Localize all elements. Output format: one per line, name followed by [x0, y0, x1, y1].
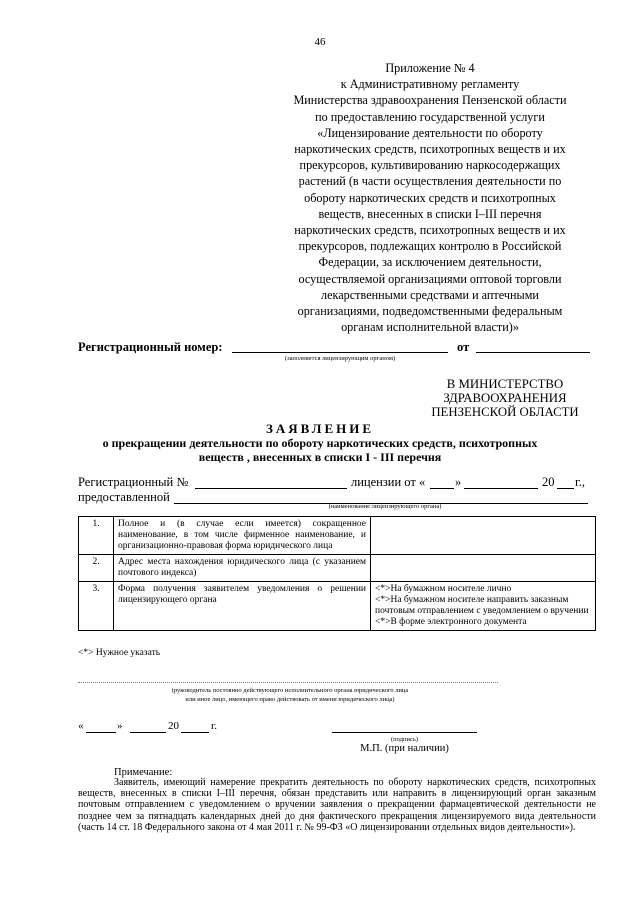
table-row [79, 582, 596, 631]
provided-label: предоставленной [78, 490, 170, 504]
date-open-quote: « [78, 720, 84, 732]
license-line [78, 475, 188, 490]
table-row [79, 517, 596, 555]
signature-note: (подпись) [391, 736, 418, 743]
license-number-label: Регистрационный № [78, 475, 189, 489]
application-table [78, 516, 596, 631]
appendix-line: органам исполнительной власти)» [341, 320, 519, 335]
appendix-line: обороту наркотических средств и психотропных [304, 190, 556, 205]
appendix-header [272, 60, 588, 335]
license-date-label: лицензии от « [351, 475, 426, 489]
appendix-line: Федерации, за исключением деятельности, [318, 255, 542, 270]
appendix-line: лекарственными средствами и аптечными [321, 287, 539, 302]
appendix-line: прекурсоров, культивированию наркосодержащих [299, 158, 561, 173]
appendix-line: прекурсоров, подлежащих контролю в Российской [298, 239, 562, 254]
date-year-field[interactable] [181, 732, 209, 733]
row-number: 3. [79, 582, 114, 631]
registration-date-field[interactable] [476, 352, 590, 353]
license-quote-close: » [455, 475, 462, 489]
license-day-field[interactable] [430, 488, 454, 489]
date-year-prefix: 20 [168, 720, 179, 732]
option-by-mail[interactable]: <*>На бумажном носителе направить заказным почтовым отправлением с уведомлением о вручении [375, 595, 589, 616]
license-year-suffix: г., [575, 475, 585, 489]
license-number-field[interactable] [195, 488, 347, 489]
appendix-line: растений (в части осуществления деятельности по [298, 174, 562, 189]
addressee [405, 377, 605, 419]
note-title: Примечание: [114, 767, 173, 778]
registration-note: (заполняется лицензирующим органом) [284, 355, 396, 362]
appendix-line: Приложение № 4 [385, 61, 475, 75]
document-subtitle [60, 436, 580, 464]
appendix-line: «Лицензирование деятельности по обороту [317, 125, 543, 140]
row-number: 1. [79, 517, 114, 555]
addressee-line: В МИНИСТЕРСТВО [446, 377, 564, 391]
stamp-label: М.П. (при наличии) [360, 743, 449, 754]
registration-number-field[interactable] [232, 352, 448, 353]
row-value-field[interactable] [371, 517, 596, 555]
appendix-line: по предоставлению государственной услуги [315, 109, 545, 124]
appendix-line: веществ, внесенных в списки I–III перечня [318, 206, 542, 221]
subtitle-line: веществ , внесенных в списки I - III перечня [198, 450, 442, 464]
row-description: Адрес места нахождения юридического лица (с указанием почтового индекса) [114, 555, 371, 582]
appendix-line: осуществляемой организациями оптовой торговли [298, 271, 562, 286]
head-signature-note-line: или иное лицо, имеющего право действовать от имени юридического лица) [185, 696, 395, 703]
head-signature-field[interactable] [78, 682, 498, 683]
license-year-prefix: 20 [542, 475, 555, 489]
date-day-field[interactable] [86, 732, 116, 733]
signature-field[interactable] [332, 732, 477, 733]
date-close-quote: » [117, 720, 123, 732]
addressee-line: ПЕНЗЕНСКОЙ ОБЛАСТИ [431, 405, 579, 419]
page-number: 46 [314, 36, 326, 48]
appendix-line: организациями, подведомственными федеральным [297, 304, 563, 319]
date-month-field[interactable] [130, 732, 166, 733]
row-number: 2. [79, 555, 114, 582]
licensing-authority-note: (наименование лицензирующего органа) [328, 503, 442, 510]
appendix-line: Министерства здравоохранения Пензенской области [293, 93, 567, 108]
subtitle-line: о прекращении деятельности по обороту наркотических средств, психотропных [102, 436, 538, 450]
addressee-line: ЗДРАВООХРАНЕНИЯ [443, 391, 567, 405]
license-month-field[interactable] [464, 488, 538, 489]
head-signature-note [100, 686, 480, 704]
option-in-person[interactable]: <*>На бумажном носителе лично [375, 584, 512, 594]
appendix-line: наркотических средств, психотропных веществ и их [294, 223, 566, 238]
appendix-line: к Административному регламенту [340, 77, 520, 92]
registration-date-label: от [457, 340, 470, 354]
table-row [79, 555, 596, 582]
license-year-field[interactable] [557, 488, 574, 489]
row-description: Полное и (в случае если имеется) сокращенное наименование, в том числе фирменное наименование, и организационно-правовая форма юридического лица [114, 517, 371, 555]
head-signature-note-line: (руководитель постоянно действующего исполнительного органа юридического лица [171, 687, 409, 694]
appendix-line: наркотических средств, психотропных веществ и их [294, 142, 566, 157]
row-value-field[interactable] [371, 555, 596, 582]
footnote: <*> Нужное указать [78, 648, 161, 658]
date-year-suffix: г. [211, 720, 218, 732]
row-description: Форма получения заявителем уведомления о решении лицензирующего органа [114, 582, 371, 631]
row-value-options [371, 582, 596, 631]
note-text: Заявитель, имеющий намерение прекратить деятельность по обороту наркотических средств, психотропных веществ, внесенных в списки I–III перечня, обязан представить или направить в лицензирующий орган заказным почтовым отправлением с уведомлением о вручении заявления о прекращении фармацевтической деятельности не позднее чем за пятнадцать календарных дней до дня фактического прекращения лицензируемого вида деятельности (часть 14 ст. 18 Федерального закона от 4 мая 2011 г. № 99-ФЗ «О лицензировании отдельных видов деятельности»). [78, 777, 596, 833]
registration-number-label: Регистрационный номер: [78, 340, 223, 354]
document-title: ЗАЯВЛЕНИЕ [265, 421, 375, 436]
option-electronic[interactable]: <*>В форме электронного документа [375, 617, 527, 627]
